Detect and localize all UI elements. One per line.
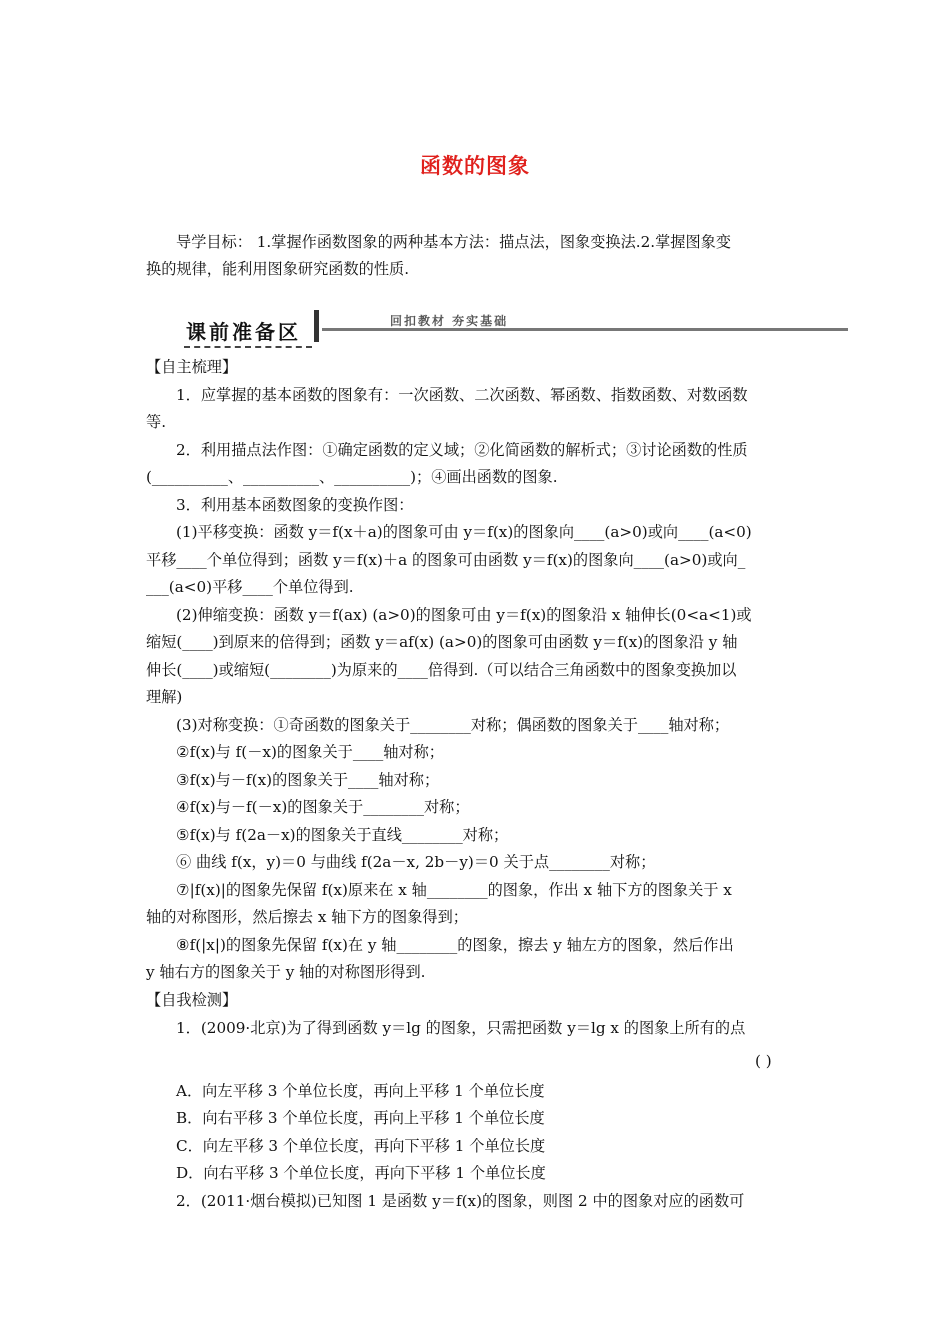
study-line: ③f(x)与－f(x)的图象关于____轴对称； <box>176 771 440 789</box>
self-study-heading: 【自主梳理】 <box>146 358 238 376</box>
banner-subtitle: 回扣教材 夯实基础 <box>390 314 509 328</box>
study-line: 伸长(____)或缩短(________)为原来的____倍得到.（可以结合三角函数中的图象变换加以 <box>146 661 737 679</box>
objective-line-1: 导学目标： 1.掌握作函数图象的两种基本方法：描点法，图象变换法.2.掌握图象变 <box>176 233 732 251</box>
banner-divider-bar <box>314 310 319 342</box>
study-line: 轴的对称图形，然后擦去 x 轴下方的图象得到； <box>146 908 468 926</box>
question-2-stem: 2．(2011·烟台模拟)已知图 1 是函数 y＝f(x)的图象，则图 2 中的图象对应的函数可 <box>176 1192 745 1210</box>
study-line: (__________、__________、__________)；④画出函数的图象. <box>146 468 558 486</box>
answer-bracket: ( ) <box>755 1052 772 1070</box>
study-line: ___(a<0)平移____个单位得到. <box>146 578 354 596</box>
study-line: ⑦|f(x)|的图象先保留 f(x)原来在 x 轴________的图象，作出 x 轴下方的图象关于 x <box>176 881 732 899</box>
study-line: y 轴右方的图象关于 y 轴的对称图形得到. <box>146 963 426 981</box>
study-line: (2)伸缩变换：函数 y＝f(ax) (a>0)的图象可由 y＝f(x)的图象沿 x 轴伸长(0<a<1)或 <box>176 606 752 624</box>
page-title: 函数的图象 <box>420 153 530 178</box>
objective-line-2: 换的规律，能利用图象研究函数的性质. <box>146 260 410 278</box>
study-line: (1)平移变换：函数 y＝f(x＋a)的图象可由 y＝f(x)的图象向____(a>0)或向____(a<0) <box>176 523 752 541</box>
section-banner <box>176 306 848 344</box>
study-line: ⑥ 曲线 f(x，y)＝0 与曲线 f(2a－x, 2b－y)＝0 关于点________对称； <box>176 853 656 871</box>
option-b: B．向右平移 3 个单位长度，再向上平移 1 个单位长度 <box>176 1109 545 1127</box>
banner-dashed-underline <box>184 346 312 348</box>
study-line: 3．利用基本函数图象的变换作图： <box>176 496 414 514</box>
option-d: D．向右平移 3 个单位长度，再向下平移 1 个单位长度 <box>176 1164 546 1182</box>
study-line: 理解) <box>146 688 183 706</box>
study-line: 1．应掌握的基本函数的图象有：一次函数、二次函数、幂函数、指数函数、对数函数 <box>176 386 748 404</box>
option-c: C．向左平移 3 个单位长度，再向下平移 1 个单位长度 <box>176 1137 546 1155</box>
question-1-stem: 1．(2009·北京)为了得到函数 y＝lg 的图象，只需把函数 y＝lg x 的图象上所有的点 <box>176 1019 746 1037</box>
banner-title: 课前准备区 <box>186 320 301 344</box>
study-line: 2．利用描点法作图：①确定函数的定义域；②化简函数的解析式；③讨论函数的性质 <box>176 441 748 459</box>
study-line: 平移____个单位得到；函数 y＝f(x)＋a 的图象可由函数 y＝f(x)的图象向____(a>0)或向_ <box>146 551 746 569</box>
study-line: ④f(x)与－f(－x)的图象关于________对称； <box>176 798 470 816</box>
self-test-heading: 【自我检测】 <box>146 991 238 1009</box>
study-line: ②f(x)与 f(－x)的图象关于____轴对称； <box>176 743 444 761</box>
option-a: A．向左平移 3 个单位长度，再向上平移 1 个单位长度 <box>176 1082 545 1100</box>
study-line: 等. <box>146 413 167 431</box>
study-line: ⑤f(x)与 f(2a－x)的图象关于直线________对称； <box>176 826 509 844</box>
study-line: 缩短(____)到原来的倍得到；函数 y＝af(x) (a>0)的图象可由函数 y＝f(x)的图象沿 y 轴 <box>146 633 738 651</box>
banner-box <box>176 312 314 344</box>
study-line: (3)对称变换：①奇函数的图象关于________对称；偶函数的图象关于____轴对称； <box>176 716 730 734</box>
study-line: ⑧f(|x|)的图象先保留 f(x)在 y 轴________的图象，擦去 y 轴左方的图象，然后作出 <box>176 936 734 954</box>
